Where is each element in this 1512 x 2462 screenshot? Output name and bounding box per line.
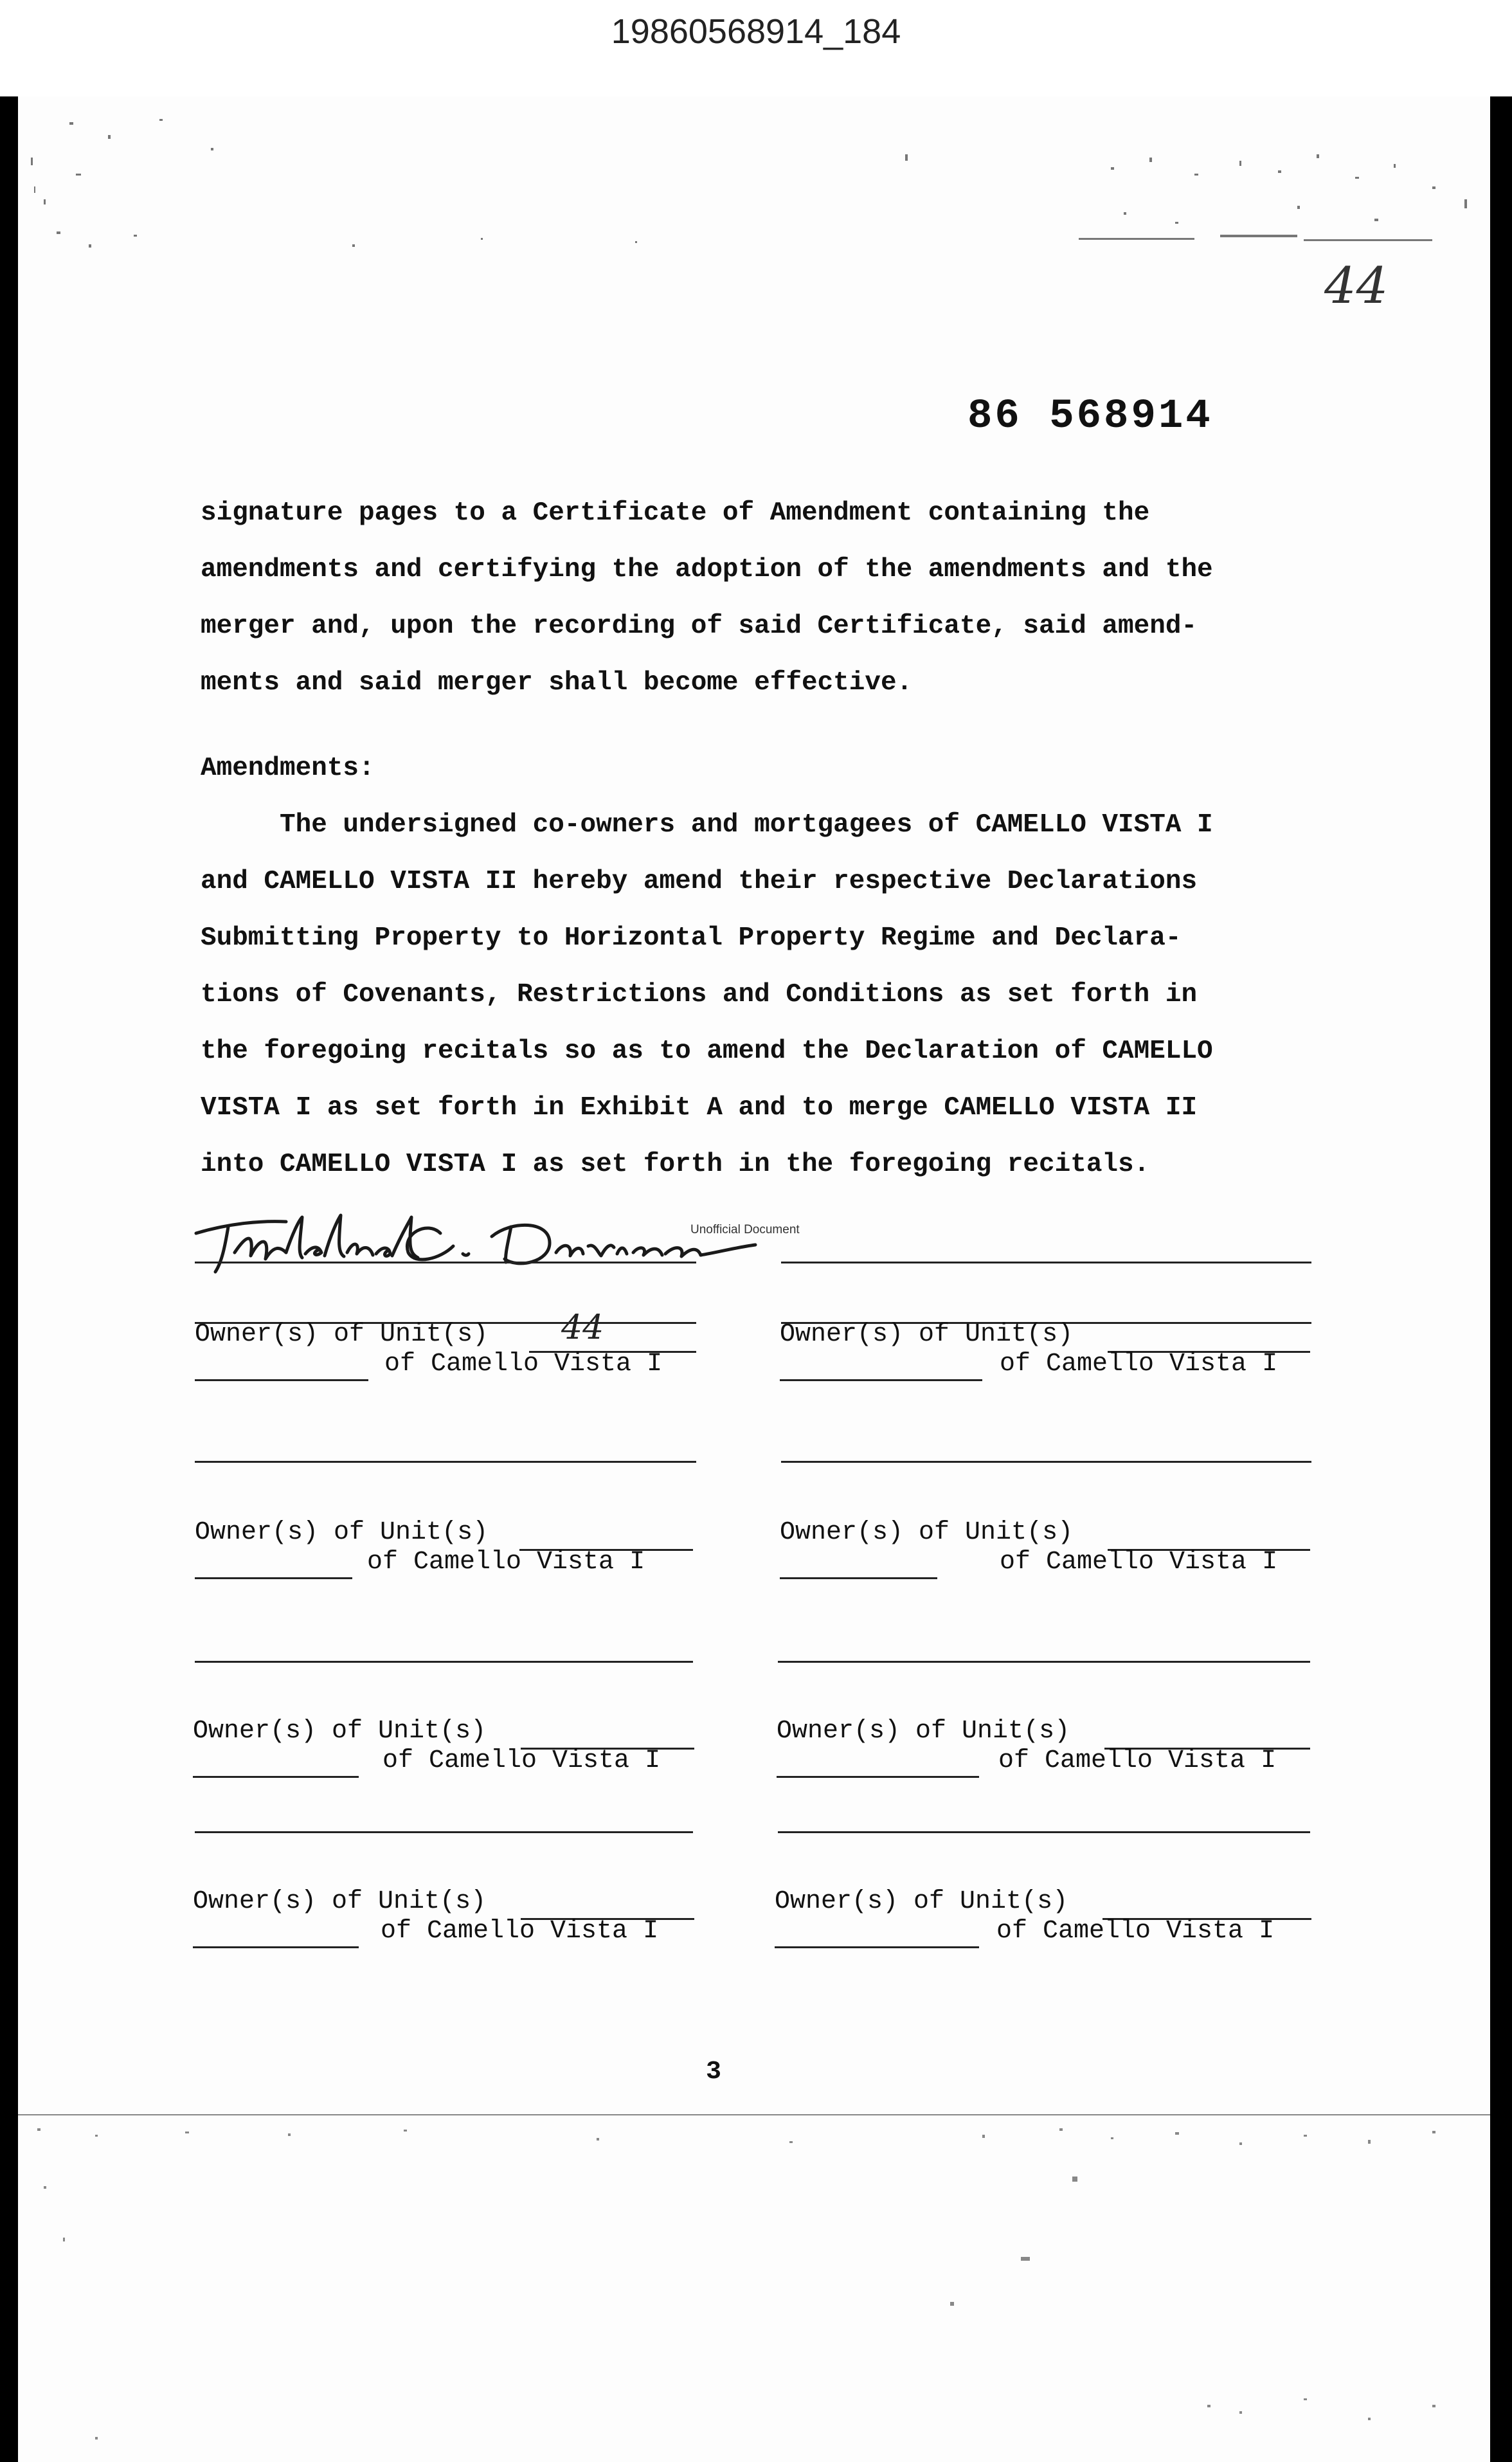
owner-label: Owner(s) of Unit(s) [193, 1717, 487, 1746]
signature-line [195, 1262, 696, 1263]
paragraph-line: merger and, upon the recording of said Certificate, said amend- [201, 611, 1198, 641]
owner-block [195, 1518, 645, 1663]
signature-line [781, 1262, 1311, 1263]
owner-block [193, 1887, 659, 2032]
vista-label: of Camello Vista I [367, 1548, 645, 1577]
blank-underline [195, 1577, 352, 1579]
vista-label: of Camello Vista I [998, 1746, 1277, 1775]
signature-line [195, 1661, 693, 1663]
owner-block [193, 1717, 661, 1861]
scan-noise-top [18, 96, 1490, 264]
blank-underline [780, 1577, 937, 1579]
owner-block [195, 1308, 663, 1494]
paragraph-line: and CAMELLO VISTA II hereby amend their respective Declarations [201, 867, 1198, 896]
owner-label: Owner(s) of Unit(s) [777, 1717, 1070, 1746]
scan-noise-bottom [18, 2109, 1490, 2462]
owner-block [775, 1887, 1275, 2032]
owner-label: Owner(s) of Unit(s) [195, 1518, 489, 1547]
owner-block [780, 1518, 1278, 1663]
blank-underline [193, 1946, 359, 1948]
vista-label: of Camello Vista I [1000, 1548, 1278, 1577]
paragraph-line: ments and said merger shall become effective. [201, 668, 913, 698]
paragraph-line: tions of Covenants, Restrictions and Conditions as set forth in [201, 980, 1198, 1009]
signature-line [778, 1831, 1310, 1833]
owner-label: Owner(s) of Unit(s) [195, 1320, 489, 1349]
blank-underline [775, 1946, 979, 1948]
owner-block [777, 1717, 1277, 1861]
owner-block [780, 1320, 1278, 1465]
paragraph-line: VISTA I as set forth in Exhibit A and to merge CAMELLO VISTA II [201, 1093, 1198, 1123]
signature-line [781, 1461, 1311, 1463]
vista-label: of Camello Vista I [382, 1746, 661, 1775]
paragraph-line: Submitting Property to Horizontal Property Regime and Declara- [201, 923, 1182, 953]
document-id: 19860568914_184 [611, 12, 901, 51]
handwritten-signature [190, 1208, 768, 1278]
unofficial-document-watermark: Unofficial Document [690, 1223, 800, 1236]
document-number: 86 568914 [968, 394, 1213, 440]
owner-label: Owner(s) of Unit(s) [193, 1887, 487, 1916]
amendments-heading: Amendments: [201, 754, 375, 783]
blank-underline [780, 1379, 982, 1381]
document-page [18, 96, 1490, 2462]
handwritten-margin-note: 44 [1324, 257, 1389, 315]
blank-underline [193, 1776, 359, 1778]
owner-label: Owner(s) of Unit(s) [780, 1518, 1074, 1547]
paragraph-line: amendments and certifying the adoption of the amendments and the [201, 555, 1213, 584]
paragraph-line: into CAMELLO VISTA I as set forth in the foregoing recitals. [201, 1150, 1150, 1179]
blank-underline [195, 1379, 368, 1381]
vista-label: of Camello Vista I [996, 1917, 1275, 1946]
blank-underline [777, 1776, 979, 1778]
owner-label: Owner(s) of Unit(s) [780, 1320, 1074, 1349]
signature-line [195, 1461, 696, 1463]
vista-label: of Camello Vista I [384, 1350, 663, 1379]
handwritten-unit-number: 44 [561, 1308, 604, 1347]
signature-line [195, 1831, 693, 1833]
paragraph-line: the foregoing recitals so as to amend the Declaration of CAMELLO [201, 1036, 1213, 1066]
vista-label: of Camello Vista I [1000, 1350, 1278, 1379]
vista-label: of Camello Vista I [381, 1917, 659, 1946]
page-number: 3 [706, 2058, 722, 2086]
paragraph-line: signature pages to a Certificate of Amendment containing the [201, 498, 1150, 528]
paragraph-line: The undersigned co-owners and mortgagees of CAMELLO VISTA I [201, 810, 1213, 840]
owner-label: Owner(s) of Unit(s) [775, 1887, 1068, 1916]
signature-line [778, 1661, 1310, 1663]
